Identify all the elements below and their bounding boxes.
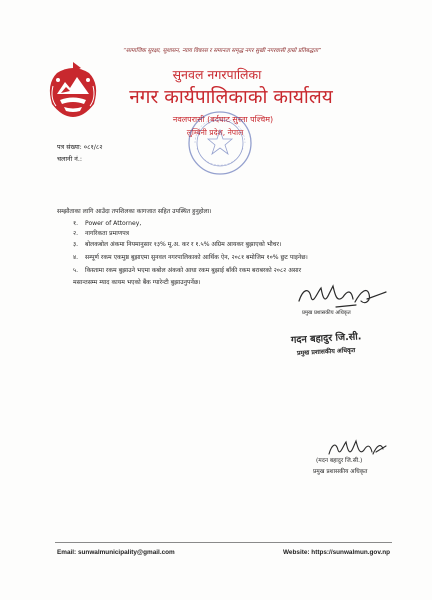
dispatch-number: चलानी नं.: — [57, 155, 83, 163]
list-item-number: १. — [73, 220, 79, 227]
list-item-number: ३. — [73, 241, 79, 248]
municipality-name: सुनवल नगरपालिका — [172, 67, 262, 82]
footer-email: Email: sunwalmunicipality@gmail.com — [57, 549, 175, 556]
body-intro: सम्झौताका लागि आउँदा तपशिलका कागजात सहित उपस्थित हुनुहोला। — [57, 208, 212, 215]
list-item-continuation: मसान्तसम्म म्याद कायम भएको बैंक ग्यारेन्टी बुझाउनुपर्नेछ। — [73, 279, 201, 286]
signatory-title: प्रमुख प्रशासकीय अधिकृत — [302, 310, 351, 316]
district-line: नवलपरासी (बर्दघाट सुस्ता पश्चिम) — [172, 115, 274, 124]
list-item: किस्तामा रकम बुझाउने भएमा कबोल अंकको आधा रकम बुझाई बाँकी रकम बराबरको २०८२ असार — [85, 267, 302, 274]
letter-number: पत्र संख्या: ०८१/८२ — [57, 143, 103, 151]
office-seal-icon — [187, 110, 253, 176]
signatory-name: (मदन बहादुर जि.सी.) — [316, 458, 363, 464]
signatory-title-stamp: प्रमुख प्रशासकीय अधिकृत — [296, 346, 356, 357]
list-item: नागरिकता प्रमाणपत्र — [85, 230, 130, 237]
list-item: बोलकबोल अंकमा नियमानुसार १३% मू.अ. कर र १.५% अग्रिम आयकर बुझाएको भौचर। — [85, 241, 282, 248]
office-title: नगर कार्यपालिकाको कार्यालय — [129, 86, 333, 108]
footer-website: Website: https://sunwalmun.gov.np — [283, 549, 390, 556]
list-item: सम्पूर्ण रकम एकमुष्ठ बुझाएमा सुनवल नगरपालिकाको आर्थिक ऐन, २०८१ बमोजिम १०% छुट पाइनेछ। — [85, 254, 308, 261]
list-item-number: ५. — [73, 267, 79, 274]
list-item: Power of Attorney, — [85, 220, 142, 227]
list-item-number: २. — [73, 230, 79, 237]
handwritten-signature — [296, 279, 388, 313]
signatory-name-stamp: गदन बहादुर जि.सी. — [290, 331, 362, 346]
nepal-government-emblem-icon — [44, 60, 102, 120]
list-item-number: ४. — [73, 254, 79, 261]
footer-divider — [55, 542, 392, 543]
province-line: लुम्बिनी प्रदेश, नेपाल — [186, 128, 244, 137]
signatory-title: प्रमुख प्रशासकीय अधिकृत — [313, 469, 368, 475]
office-motto: “सामाजिक सुरक्षा, सुशासन, न्याय विकास र समानता समृद्ध नगर सुखी नगरवासी हाम्रो प्रतिबद्धता” — [123, 48, 321, 54]
